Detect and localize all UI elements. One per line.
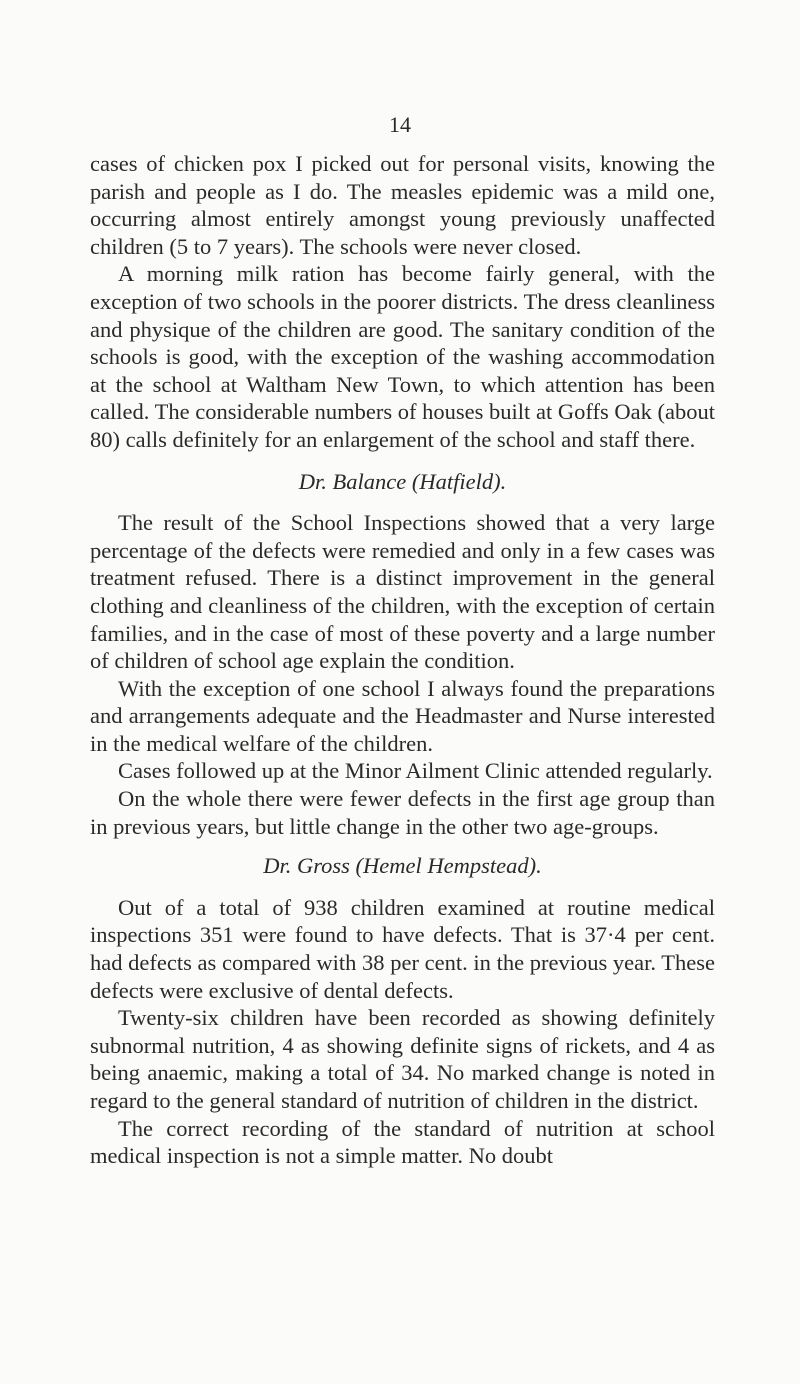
page-number: 14 bbox=[389, 112, 411, 137]
paragraph-minor-ailment-clinic: Cases followed up at the Minor Ailment Clinic attended regularly. bbox=[118, 758, 713, 784]
paragraph-routine-inspections: Out of a total of 938 children examined at routine medical inspections 351 were found to have defects. That is 37·4 per cent. had defects as compared with 38 per cent. in the previous year. These defects were exclusive of dental defects. bbox=[90, 894, 715, 1003]
paragraph-school-inspections: The result of the School Inspections showed that a very large percentage of the defects were remedied and only in a few cases was treatment refused. There is a distinct improvement in the general clothing and cleanliness of the children, with the exception of certain families, and in the case of most of these poverty and a large number of children of school age explain the condition. bbox=[90, 510, 715, 674]
section-heading-gross: Dr. Gross (Hemel Hempstead). bbox=[263, 853, 542, 879]
paragraph-preparations: With the exception of one school I always found the preparations and arrangements adequate and the Headmaster and Nurse interested in the medical welfare of the children. bbox=[90, 675, 715, 756]
body-text bbox=[90, 150, 715, 1170]
paragraph-chicken-pox: cases of chicken pox I picked out for personal visits, knowing the parish and people as I do. The measles epidemic was a mild one, occurring almost entirely amongst young previously unaffected children (5 to 7 years). The schools were never closed. bbox=[90, 151, 715, 259]
paragraph-age-groups: On the whole there were fewer defects in the first age group than in previous years, but little change in the other two age-groups. bbox=[90, 786, 715, 839]
paragraph-nutrition: Twenty-six children have been recorded as showing definitely subnormal nutrition, 4 as showing definite signs of rickets, and 4 as being anaemic, making a total of 34. No marked change is noted in regard to the general standard of nutrition of children in the district. bbox=[90, 1005, 715, 1113]
paragraph-milk-ration: A morning milk ration has become fairly general, with the exception of two schools in the poorer districts. The dress cleanliness and physique of the children are good. The sanitary condition of the schools is good, with the exception of the washing accommodation at the school at Waltham New Town, to which attention has been called. The considerable numbers of houses built at Goffs Oak (about 80) calls definitely for an enlargement of the school and staff there. bbox=[90, 261, 715, 452]
paragraph-recording: The correct recording of the standard of nutrition at school medical inspection is not a simple matter. No doubt bbox=[90, 1115, 715, 1169]
section-heading-balance: Dr. Balance (Hatfield). bbox=[298, 468, 507, 494]
